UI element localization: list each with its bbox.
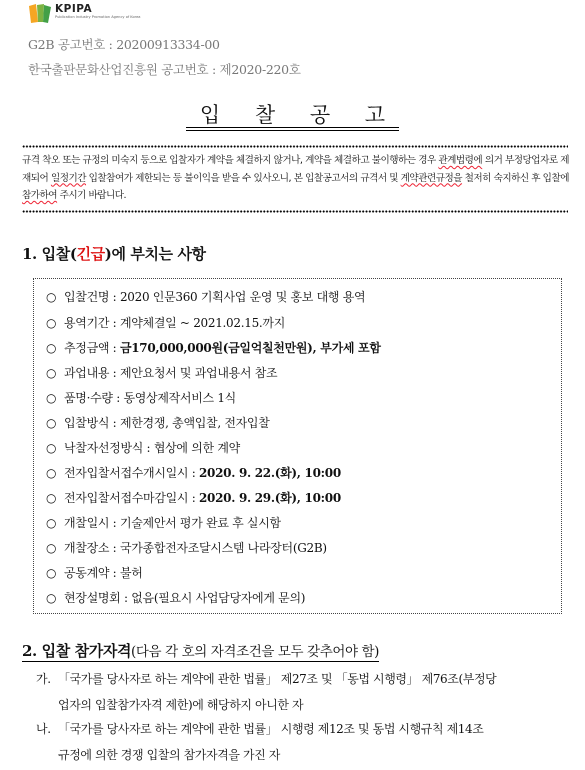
- list-item: ○ 과업내용 : 제안요청서 및 과업내용서 참조: [46, 366, 278, 380]
- logo-mark-icon: [28, 4, 52, 24]
- caution-notice: 규격 착오 또는 규정의 미숙지 등으로 입찰자가 계약을 체결하지 않거나, 계약을 체결하고 불이행하는 경우 관계법령에 의거 부정당업자로 제재되어 일정기간 입찰참여가 제한되는 등 불이익을 받을 수 있사오니, 본 입찰공고서의 규격서 및 계약관련규정을 철저히 숙지하신 후 입찰에 참가하여 주시기 바랍니다.: [22, 155, 569, 201]
- document-title-text: 입 찰 공 고: [186, 103, 399, 128]
- list-item: ○ 입찰방식 : 제한경쟁, 총액입찰, 전자입찰: [46, 416, 270, 430]
- star-divider-top: [22, 145, 568, 148]
- list-item: ○ 입찰건명 : 2020 인문360 기획사업 운영 및 홍보 대행 용역: [46, 290, 366, 304]
- star-divider-bottom: [22, 210, 568, 213]
- list-item: ○ 추정금액 : 금170,000,000원(금일억칠천만원), 부가세 포함: [46, 341, 381, 355]
- list-item: ○ 공동계약 : 불허: [46, 566, 143, 580]
- agency-notice-number: 한국출판문화산업진흥원 공고번호 : 제2020-220호: [28, 62, 301, 77]
- list-item: ○ 개찰일시 : 기술제안서 평가 완료 후 실시함: [46, 516, 281, 530]
- list-item: ○ 용역기간 : 계약체결일 ~ 2021.02.15.까지: [46, 316, 286, 330]
- list-item: ○ 전자입찰서접수마감일시 : 2020. 9. 29.(화), 10:00: [46, 491, 341, 505]
- g2b-notice-number: G2B 공고번호 : 20200913334-00: [28, 37, 220, 52]
- kpipa-logo: [28, 4, 140, 26]
- section-heading-2: 2. 입찰 참가자격(다음 각 호의 자격조건을 모두 갖추어야 함): [22, 642, 380, 660]
- list-item: ○ 개찰장소 : 국가종합전자조달시스템 나라장터(G2B): [46, 541, 327, 555]
- section-heading-1: 1. 입찰(긴급)에 부치는 사항: [22, 245, 206, 263]
- list-item: ○ 전자입찰서접수개시일시 : 2020. 9. 22.(화), 10:00: [46, 466, 341, 480]
- list-item: ○ 현장설명회 : 없음(필요시 사업담당자에게 문의): [46, 591, 306, 605]
- urgent-label: 긴급: [76, 245, 105, 263]
- list-item: ○ 낙찰자선정방식 : 협상에 의한 계약: [46, 441, 240, 455]
- bid-details-box: [33, 278, 562, 614]
- logo-subtitle: Publication Industry Promotion Agency of Korea: [55, 15, 141, 19]
- document-title: [0, 102, 585, 128]
- list-item: ○ 품명·수량 : 동영상제작서비스 1식: [46, 391, 236, 405]
- qualification-item: 나. 「국가를 당사자로 하는 계약에 관한 법률」 시행령 제12조 및 동법 시행규칙 제14조 규정에 의한 경쟁 입찰의 참가자격을 가진 자: [36, 722, 484, 762]
- logo-name: KPIPA: [55, 3, 93, 15]
- qualification-item: 가. 「국가를 당사자로 하는 계약에 관한 법률」 제27조 및 「동법 시행령」 제76조(부정당 업자의 입찰참가자격 제한)에 해당하지 아니한 자: [36, 672, 497, 712]
